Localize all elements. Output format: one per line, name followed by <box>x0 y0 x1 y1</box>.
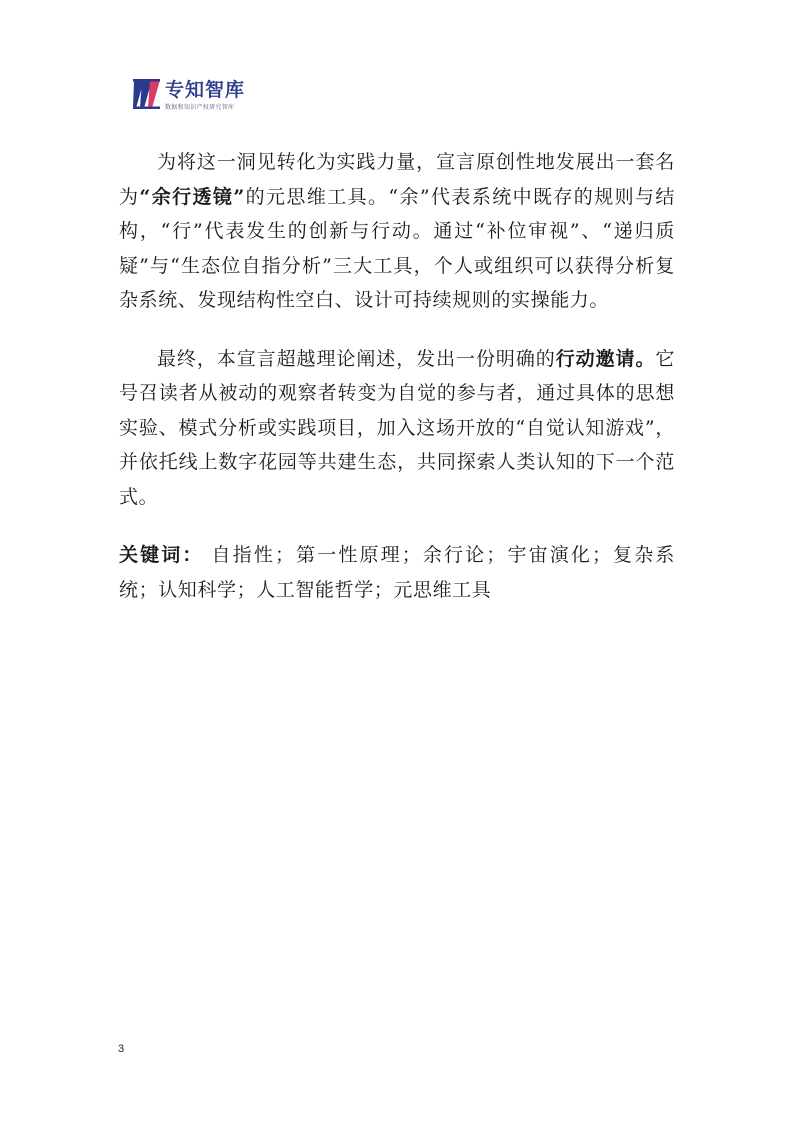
paragraph-text: 最终，本宣言超越理论阐述，发出一份明确的 <box>157 347 556 370</box>
paragraph-yuxing-lens <box>119 145 675 318</box>
paragraph-action-invitation <box>119 342 675 515</box>
paragraph-text: 为将这一洞见转化为实践力量，宣言原创性地发展出一套名为 <box>119 151 675 208</box>
document-body <box>119 145 675 607</box>
bold-term: “余行透镜” <box>139 185 245 208</box>
keywords-section <box>119 538 675 607</box>
paragraph-text: 它号召读者从被动的观察者转变为自觉的参与者，通过具体的思想实验、模式分析或实践项目，加入这场开放的“自觉认知游戏”，并依托线上数字花园等共建生态，共同探索人类认知的下一个范式。 <box>119 347 675 508</box>
keywords-list: 自指性；第一性原理；余行论；宇宙演化；复杂系统；认知科学；人工智能哲学；元思维工具 <box>119 544 675 601</box>
logo-name: 专知智库 <box>165 79 246 101</box>
paragraph-text: 的元思维工具。“余”代表系统中既存的规则与结构，“行”代表发生的创新与行动。通过“补位审视”、“递归质疑”与“生态位自指分析”三大工具，个人或组织可以获得分析复杂系统、发现结构性空白、设计可持续规则的实操能力。 <box>119 185 675 311</box>
header-logo <box>133 79 245 115</box>
keywords-label: 关键词： <box>119 544 204 566</box>
logo-subtitle: 数据和知识产权研究智库 <box>165 104 235 111</box>
page-number: 3 <box>118 1043 125 1055</box>
zhuanzhi-logo-icon <box>133 79 161 109</box>
logo-text <box>165 79 245 111</box>
bold-term: 行动邀请。 <box>555 347 656 370</box>
